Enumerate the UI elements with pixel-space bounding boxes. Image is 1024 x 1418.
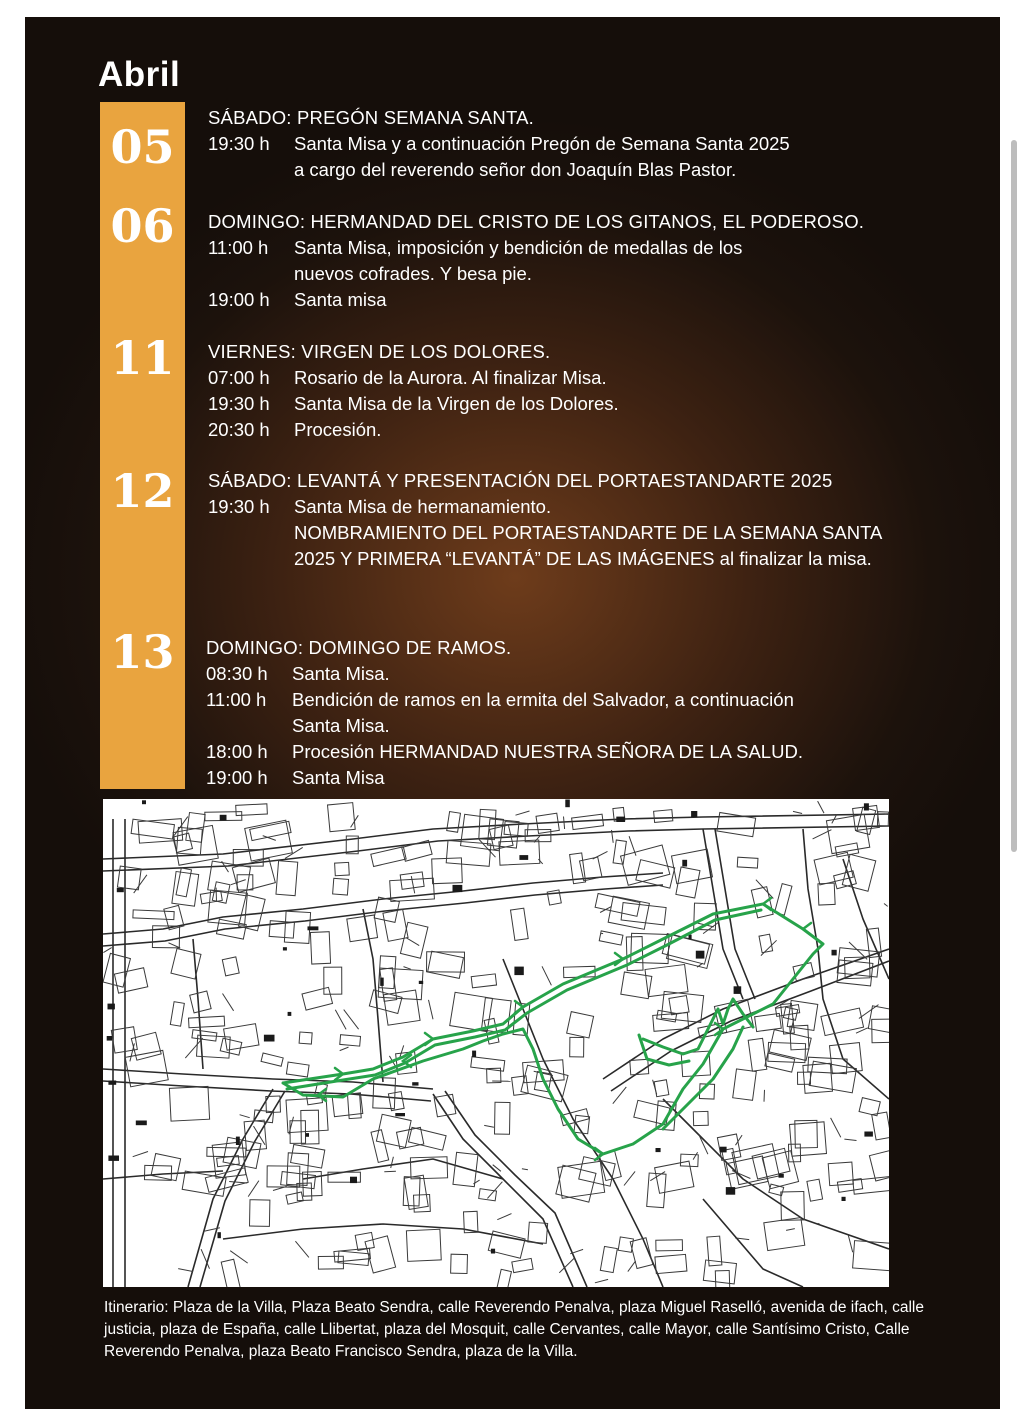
day-number: 11: [110, 331, 175, 385]
event-description: Santa Misa.: [292, 715, 390, 736]
event-time: 11:00 h: [208, 237, 269, 258]
schedule-line: [208, 157, 790, 183]
event-description: NOMBRAMIENTO DEL PORTAESTANDARTE DE LA SEMANA SANTA: [294, 522, 883, 543]
event-time: 20:30 h: [208, 419, 270, 440]
schedule-line: [208, 391, 619, 417]
event-time: 11:00 h: [206, 689, 267, 710]
event-description: Procesión HERMANDAD NUESTRA SEÑORA DE LA SALUD.: [292, 741, 803, 762]
event-time: 08:30 h: [206, 663, 268, 684]
schedule-line: [208, 365, 619, 391]
event-time: 07:00 h: [208, 367, 270, 388]
event-title: DOMINGO: DOMINGO DE RAMOS.: [206, 637, 512, 658]
event-block: [208, 339, 619, 443]
day-number: 06: [110, 199, 175, 253]
event-description: Santa Misa de hermanamiento.: [294, 496, 552, 517]
event-block: [208, 105, 790, 183]
event-time: 19:30 h: [208, 496, 270, 517]
event-time: 19:00 h: [208, 289, 270, 310]
event-title: SÁBADO: LEVANTÁ Y PRESENTACIÓN DEL PORTAESTANDARTE 2025: [208, 470, 833, 491]
schedule-line: [208, 494, 882, 520]
event-time: 19:30 h: [208, 133, 270, 154]
schedule-line: [208, 235, 864, 261]
event-description: Santa Misa de la Virgen de los Dolores.: [294, 393, 619, 414]
event-description: 2025 Y PRIMERA “LEVANTÁ” DE LAS IMÁGENES al finalizar la misa.: [294, 548, 872, 569]
event-title: VIERNES: VIRGEN DE LOS DOLORES.: [208, 341, 551, 362]
schedule-line: [206, 661, 803, 687]
event-poster: [25, 17, 1000, 1409]
day-number: 12: [110, 464, 175, 518]
event-description: Santa Misa: [292, 767, 385, 788]
event-description: Bendición de ramos en la ermita del Salvador, a continuación: [292, 689, 794, 710]
schedule-line: [206, 765, 803, 791]
scrollbar[interactable]: [1011, 140, 1017, 852]
route-map: [103, 799, 889, 1287]
itinerary-text: Itinerario: Plaza de la Villa, Plaza Beato Sendra, calle Reverendo Penalva, plaza Miguel Raselló, avenida de ifach, calle justicia, plaza de España, calle Llibertat, plaza del Mosquit, calle Cervantes, calle Mayor, calle Santísimo Cristo, Calle Reverendo Penalva, plaza Beato Francisco Sendra, plaza de la Villa.: [104, 1299, 924, 1360]
event-description: a cargo del reverendo señor don Joaquín Blas Pastor.: [294, 159, 737, 180]
event-description: Santa Misa.: [292, 663, 390, 684]
street-map-image: [103, 799, 889, 1287]
month-title: Abril: [98, 55, 181, 94]
event-title: SÁBADO: PREGÓN SEMANA SANTA.: [208, 107, 534, 128]
schedule-line: [208, 131, 790, 157]
event-block: [208, 468, 882, 572]
schedule-line: [208, 546, 882, 572]
event-description: Procesión.: [294, 419, 382, 440]
event-description: nuevos cofrades. Y besa pie.: [294, 263, 532, 284]
schedule-line: [208, 287, 864, 313]
day-number: 05: [110, 120, 175, 174]
event-description: Rosario de la Aurora. Al finalizar Misa.: [294, 367, 607, 388]
schedule-line: [208, 417, 619, 443]
event-description: Santa Misa, imposición y bendición de medallas de los: [294, 237, 743, 258]
schedule-line: [206, 713, 803, 739]
schedule-line: [206, 739, 803, 765]
event-description: Santa Misa y a continuación Pregón de Semana Santa 2025: [294, 133, 790, 154]
schedule-line: [208, 261, 864, 287]
event-time: 18:00 h: [206, 741, 268, 762]
schedule-line: [206, 687, 803, 713]
event-time: 19:30 h: [208, 393, 270, 414]
event-time: 19:00 h: [206, 767, 268, 788]
event-block: [208, 209, 864, 313]
schedule-line: [208, 520, 882, 546]
event-block: [206, 635, 803, 791]
event-description: Santa misa: [294, 289, 387, 310]
event-title: DOMINGO: HERMANDAD DEL CRISTO DE LOS GITANOS, EL PODEROSO.: [208, 211, 865, 232]
day-number: 13: [110, 625, 175, 679]
